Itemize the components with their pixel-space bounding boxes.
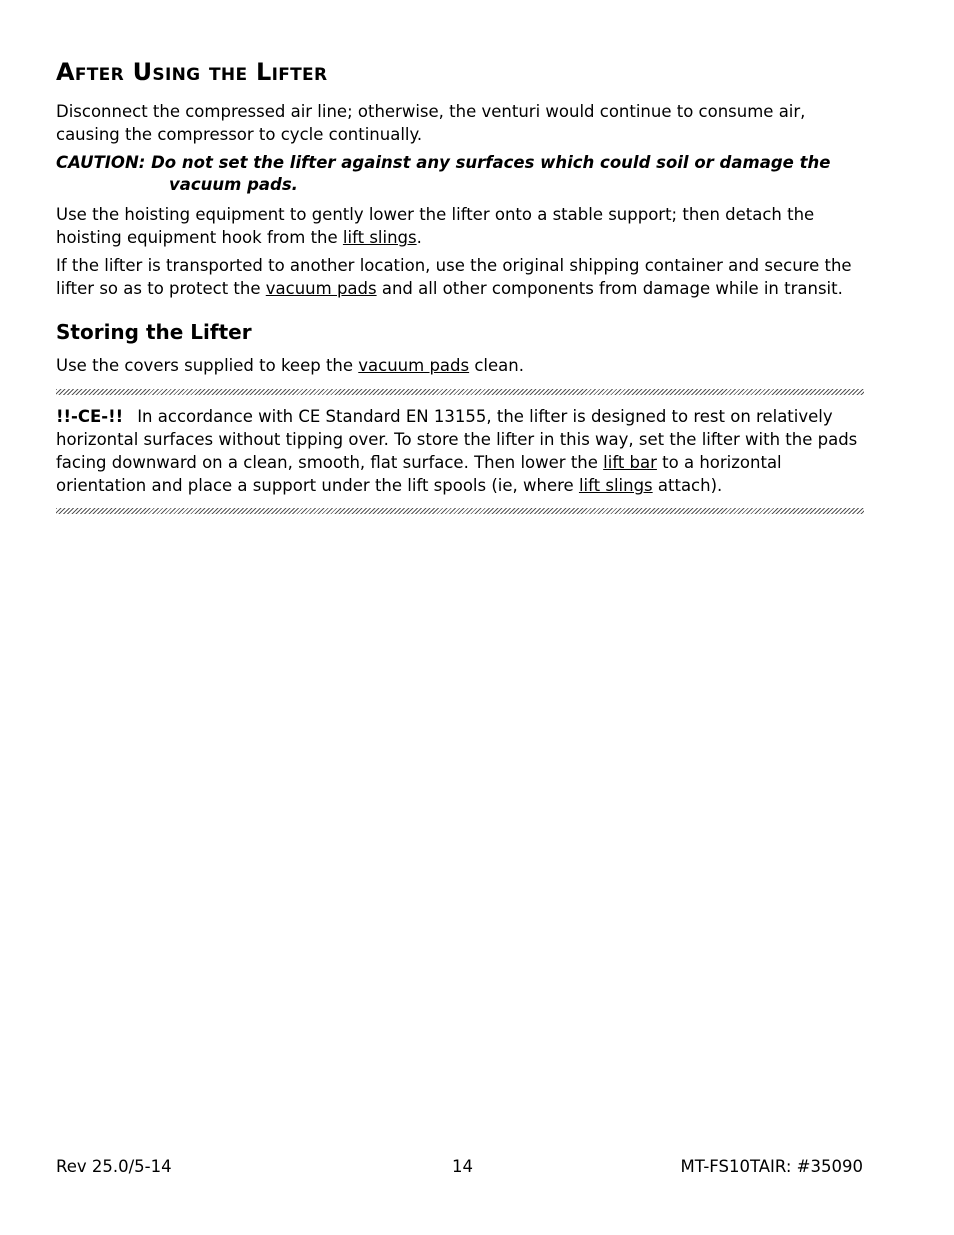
lift-bar-link[interactable]: lift bar — [603, 453, 657, 472]
footer-model: MT-FS10TAIR: #35090 — [680, 1157, 863, 1176]
vacuum-pads-link[interactable]: vacuum pads — [358, 356, 470, 375]
section-title: After Using the Lifter — [56, 58, 328, 86]
caution-line-1: CAUTION: Do not set the lifter against any surfaces which could soil or damage the — [56, 153, 831, 172]
subsection-title: Storing the Lifter — [56, 320, 252, 344]
lift-slings-link[interactable]: lift slings — [342, 228, 417, 247]
paragraph-text: . — [416, 228, 422, 247]
footer-page-number: 14 — [452, 1157, 473, 1176]
ce-note-paragraph — [56, 405, 866, 497]
paragraph-text: In accordance with CE Standard EN 13155, the lifter is designed to rest on relatively horizontal surfaces without tipping over. To store the lifter in this way, set the lifter with the pads facing downward on a clean, smooth, flat surface. Then lower the — [56, 407, 858, 472]
paragraph-disconnect-air: Disconnect the compressed air line; otherwise, the venturi would continue to consume air, causing the compressor to cycle continually. — [56, 102, 806, 144]
paragraph-text: clean. — [469, 356, 524, 375]
paragraph-transport — [56, 254, 866, 300]
vacuum-pads-link[interactable]: vacuum pads — [265, 279, 377, 298]
ce-label: !!-CE-!! — [56, 407, 124, 426]
lift-slings-link[interactable]: lift slings — [578, 476, 653, 495]
paragraph-text: to a horizontal orientation and place a support under the lift spools (ie, where — [56, 453, 782, 495]
paragraph-text: Use the covers supplied to keep the — [56, 356, 359, 375]
divider-bottom — [56, 508, 864, 514]
paragraph-text: and all other components from damage while in transit. — [376, 279, 843, 298]
paragraph-text: attach). — [652, 476, 723, 495]
caution-line-2: vacuum pads. — [169, 175, 298, 194]
footer-revision: Rev 25.0/5-14 — [56, 1157, 172, 1176]
paragraph-text: If the lifter is transported to another location, use the original shipping container and secure the lifter so as to protect the — [56, 256, 852, 298]
paragraph-lower-lifter — [56, 203, 866, 249]
divider-top — [56, 389, 864, 395]
paragraph-text: Use the hoisting equipment to gently lower the lifter onto a stable support; then detach the hoisting equipment hook from the — [56, 205, 815, 247]
caution-note — [56, 152, 866, 196]
paragraph-storing — [56, 354, 866, 377]
